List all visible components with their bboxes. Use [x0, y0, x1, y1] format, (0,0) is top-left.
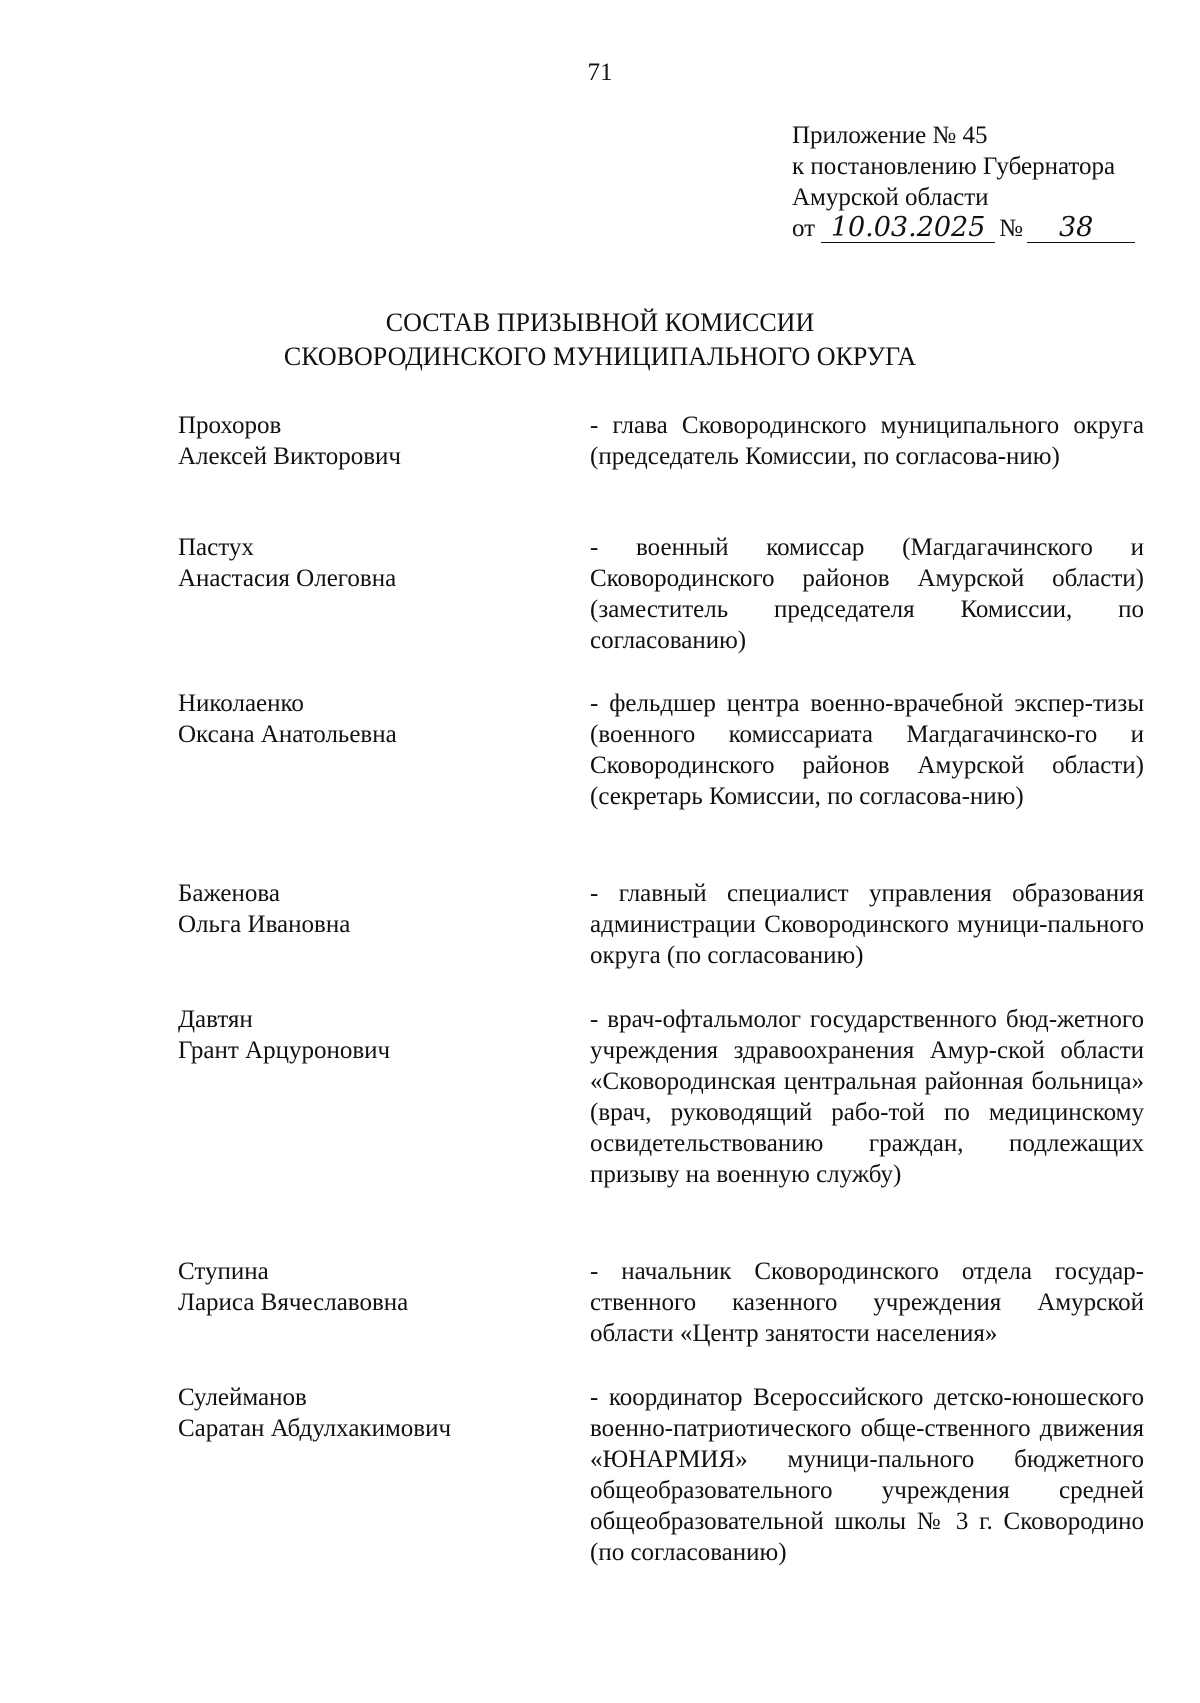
- member-given-names: Лариса Вячеславовна: [178, 1289, 409, 1316]
- member-name: [178, 688, 558, 750]
- member-given-names: Анастасия Олеговна: [178, 565, 397, 592]
- member-name: [178, 410, 558, 472]
- member-given-names: Алексей Викторович: [178, 443, 401, 470]
- annex-date-line: [792, 213, 1192, 244]
- title-line-1: СОСТАВ ПРИЗЫВНОЙ КОМИССИИ: [385, 308, 815, 337]
- member-given-names: Грант Арцуронович: [178, 1037, 391, 1064]
- title-line-2: СКОВОРОДИНСКОГО МУНИЦИПАЛЬНОГО ОКРУГА: [283, 342, 917, 371]
- handwritten-number: 38: [1027, 214, 1135, 243]
- member-surname: Ступина: [178, 1258, 269, 1285]
- number-label: №: [999, 215, 1023, 242]
- document-title: [0, 306, 1200, 374]
- member-role: - глава Сковородинского муниципального округа (председатель Комиссии, по согласова-нию): [590, 412, 1144, 470]
- date-prefix: от: [792, 215, 816, 242]
- member-role: - врач-офтальмолог государственного бюд-жетного учреждения здравоохранения Амур-ской области «Сковородинская центральная районная больница» (врач, руководящий рабо-той по медицинскому освидетельствованию граждан, подлежащих призыву на военную службу): [590, 1006, 1144, 1188]
- handwritten-date: 10.03.2025: [821, 214, 995, 243]
- annex-number: Приложение № 45: [792, 122, 988, 149]
- member-given-names: Саратан Абдулхакимович: [178, 1415, 452, 1442]
- member-name: [178, 1256, 558, 1318]
- member-role: - фельдшер центра военно-врачебной экспер-тизы (военного комиссариата Магдагачинско-го и Сковородинского районов Амурской области) (секретарь Комиссии, по согласова-нию): [590, 690, 1144, 810]
- member-surname: Сулейманов: [178, 1384, 307, 1411]
- member-role: - координатор Всероссийского детско-юношеского военно-патриотического обще-ственного движения «ЮНАРМИЯ» муници-пального бюджетного общеобразовательного учреждения средней общеобразовательной школы № 3 г. Сковородино (по согласованию): [590, 1384, 1144, 1566]
- member-surname: Николаенко: [178, 690, 304, 717]
- member-name: [178, 1382, 558, 1444]
- member-name: [178, 1004, 558, 1066]
- member-role: - главный специалист управления образования администрации Сковородинского муници-пального округа (по согласованию): [590, 880, 1144, 969]
- member-surname: Пастух: [178, 534, 254, 561]
- annex-reference: к постановлению Губернатора: [792, 153, 1116, 180]
- member-name: [178, 878, 558, 940]
- member-role: - начальник Сковородинского отдела государ-ственного казенного учреждения Амурской области «Центр занятости населения»: [590, 1258, 1144, 1347]
- member-surname: Давтян: [178, 1006, 253, 1033]
- member-given-names: Оксана Анатольевна: [178, 721, 397, 748]
- annex-header: [792, 120, 1192, 244]
- annex-region: Амурской области: [792, 184, 989, 211]
- member-name: [178, 532, 558, 594]
- member-surname: Баженова: [178, 880, 280, 907]
- member-surname: Прохоров: [178, 412, 282, 439]
- page-number: 71: [587, 59, 613, 86]
- member-role: - военный комиссар (Магдагачинского и Сковородинского районов Амурской области) (заместитель председателя Комиссии, по согласованию): [590, 534, 1144, 654]
- member-given-names: Ольга Ивановна: [178, 911, 351, 938]
